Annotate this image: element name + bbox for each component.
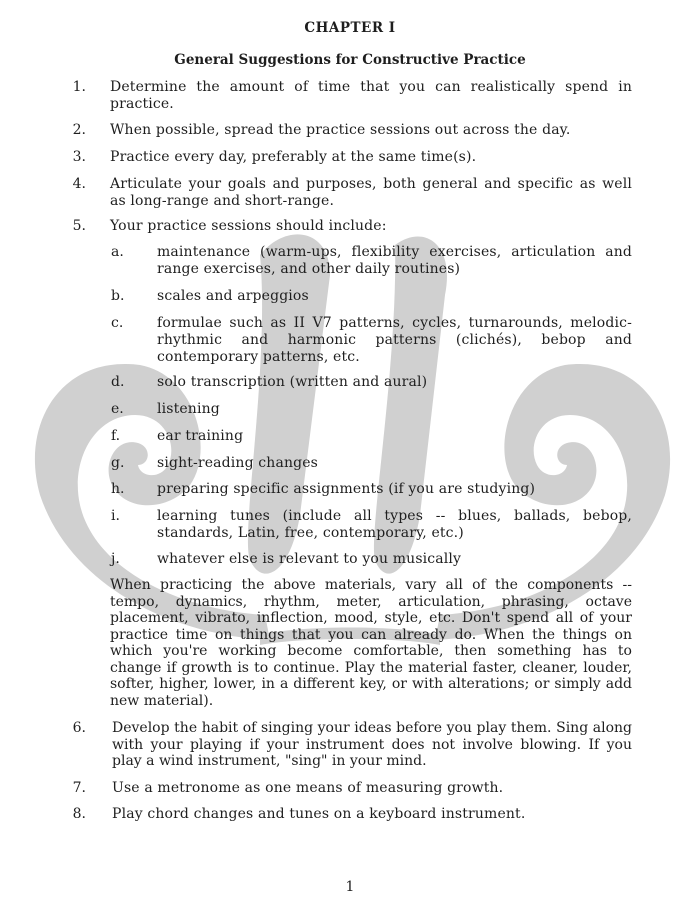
sub-item-letter: h. [111, 481, 125, 497]
list-item-text: Practice every day, preferably at the same time(s). [110, 149, 477, 165]
list-item-number: 3. [72, 149, 86, 165]
page-number: 1 [345, 879, 355, 895]
list-item-number: 6. [72, 720, 86, 736]
sub-item-letter: c. [111, 315, 124, 331]
list-item-number: 1. [72, 79, 86, 95]
sub-item-letter: d. [111, 374, 125, 390]
page-title: General Suggestions for Constructive Practice [174, 52, 526, 68]
list-item-text: When possible, spread the practice sessions out across the day. [110, 122, 571, 138]
practice-paragraph: When practicing the above materials, vary all of the components -- tempo, dynamics, rhythm, meter, articulation, phrasing, octave placement, vibrato, inflection, mood, style, etc. Don't spend all of your practice time on things that you can already do. When the things on which you're working become comfortable, then something has to change if growth is to continue. Play the material faster, cleaner, louder, softer, higher, lower, in a different key, or with alterations; or simply add new material). [110, 577, 632, 709]
sub-item-letter: i. [111, 508, 120, 524]
list-item-number: 2. [72, 122, 86, 138]
sub-item-text: learning tunes (include all types -- blues, ballads, bebop, standards, Latin, free, contemporary, etc.) [157, 508, 632, 541]
sub-item-letter: f. [111, 428, 121, 444]
sub-item-text: scales and arpeggios [157, 288, 309, 304]
sub-item-text: maintenance (warm-ups, flexibility exercises, articulation and range exercises, and other daily routines) [157, 244, 632, 277]
list-item-text: Determine the amount of time that you can realistically spend in practice. [110, 79, 632, 112]
list-item-text: Develop the habit of singing your ideas before you play them. Sing along with your playing if your instrument does not involve blowing. If you play a wind instrument, "sing" in your mind. [112, 720, 632, 769]
sub-item-text: preparing specific assignments (if you are studying) [157, 481, 536, 497]
list-item-number: 7. [72, 780, 86, 796]
list-item-text: Use a metronome as one means of measuring growth. [112, 780, 504, 796]
sub-item-text: listening [157, 401, 220, 417]
chapter-heading: CHAPTER I [304, 20, 396, 36]
list-item-text: Your practice sessions should include: [110, 218, 387, 234]
sub-item-text: formulae such as II V7 patterns, cycles, turnarounds, melodic-rhythmic and harmonic patterns (clichés), bebop and contemporary patterns, etc. [157, 315, 632, 365]
sub-item-text: solo transcription (written and aural) [157, 374, 428, 390]
sub-item-letter: e. [111, 401, 124, 417]
sub-item-letter: a. [111, 244, 124, 260]
sub-item-text: ear training [157, 428, 244, 444]
list-item-text: Play chord changes and tunes on a keyboard instrument. [112, 806, 526, 822]
list-item-number: 8. [72, 806, 86, 822]
sub-item-text: sight-reading changes [157, 455, 318, 471]
sub-item-letter: g. [111, 455, 125, 471]
list-item-text: Articulate your goals and purposes, both general and specific as well as long-range and short-range. [110, 176, 632, 209]
sub-item-letter: b. [111, 288, 125, 304]
list-item-number: 5. [72, 218, 86, 234]
sub-item-letter: j. [111, 551, 120, 567]
sub-item-text: whatever else is relevant to you musically [157, 551, 462, 567]
list-item-number: 4. [72, 176, 86, 192]
